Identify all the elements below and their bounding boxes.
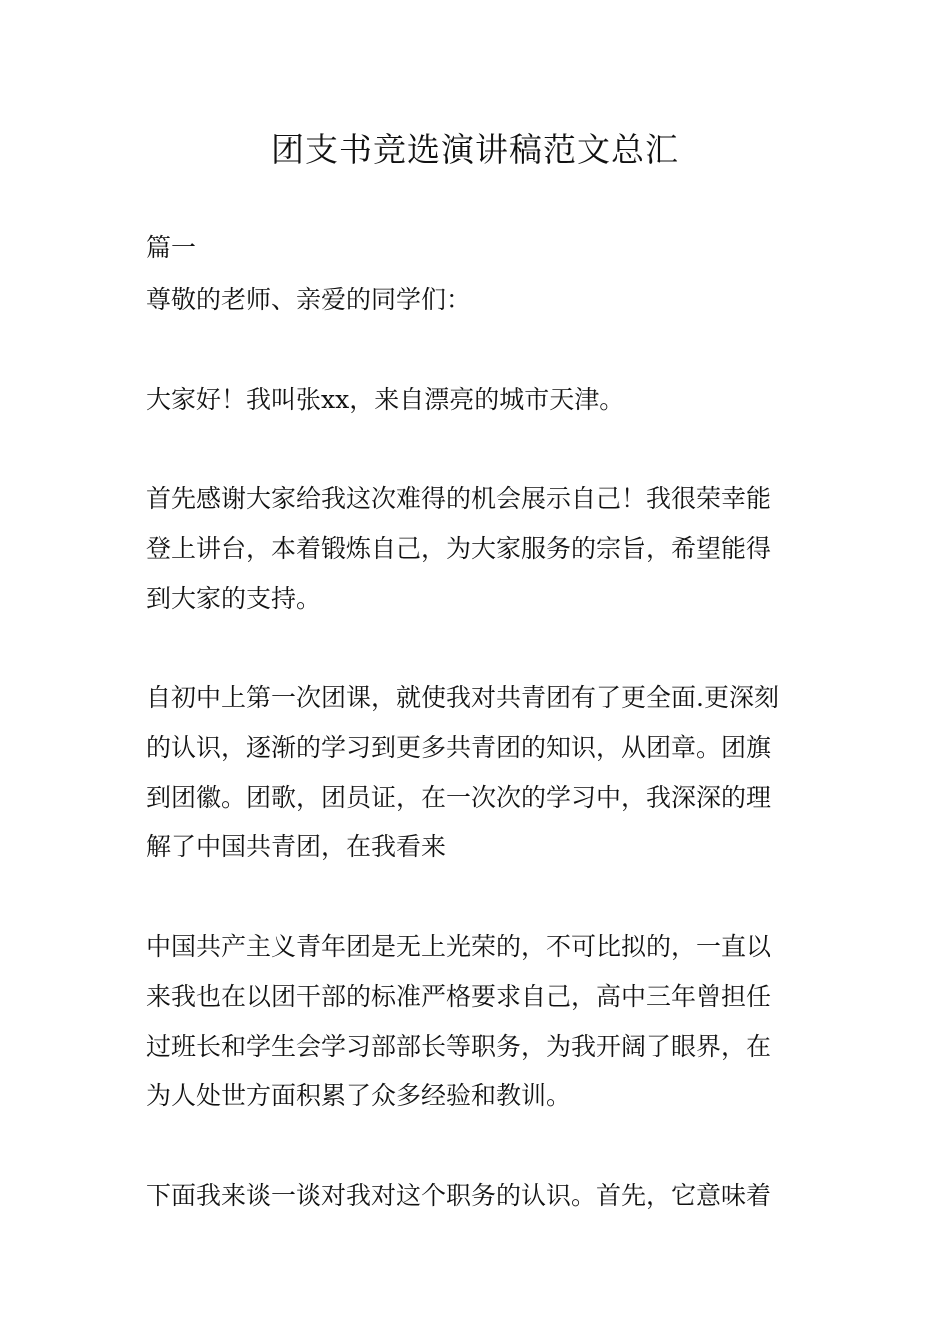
paragraph-line: 登上讲台，本着锻炼自己，为大家服务的宗旨，希望能得 bbox=[146, 534, 772, 563]
paragraph-line: 到团徽。团歌，团员证，在一次次的学习中，我深深的理 bbox=[146, 783, 772, 812]
paragraph-line: 首先感谢大家给我这次难得的机会展示自己！我很荣幸能 bbox=[146, 484, 772, 513]
paragraph-line: 自初中上第一次团课，就使我对共青团有了更全面.更深刻 bbox=[146, 683, 779, 712]
paragraph-line: 解了中国共青团，在我看来 bbox=[146, 832, 447, 861]
paragraph-line: 中国共产主义青年团是无上光荣的，不可比拟的，一直以 bbox=[146, 932, 772, 961]
paragraph-line: 为人处世方面积累了众多经验和教训。 bbox=[146, 1081, 572, 1110]
document-title: 团支书竞选演讲稿范文总汇 bbox=[271, 130, 679, 169]
paragraph-line: 到大家的支持。 bbox=[146, 584, 322, 613]
paragraph-line: 大家好！我叫张xx，来自漂亮的城市天津。 bbox=[146, 385, 625, 414]
paragraph-line: 过班长和学生会学习部部长等职务，为我开阔了眼界，在 bbox=[146, 1032, 772, 1061]
paragraph-line: 下面我来谈一谈对我对这个职务的认识。首先，它意味着 bbox=[146, 1181, 772, 1210]
salutation-line: 尊敬的老师、亲爱的同学们： bbox=[146, 285, 472, 314]
paragraph-line: 的认识，逐渐的学习到更多共青团的知识，从团章。团旗 bbox=[146, 733, 772, 762]
section-label: 篇一 bbox=[146, 233, 197, 262]
paragraph-line: 来我也在以团干部的标准严格要求自己，高中三年曾担任 bbox=[146, 982, 772, 1011]
